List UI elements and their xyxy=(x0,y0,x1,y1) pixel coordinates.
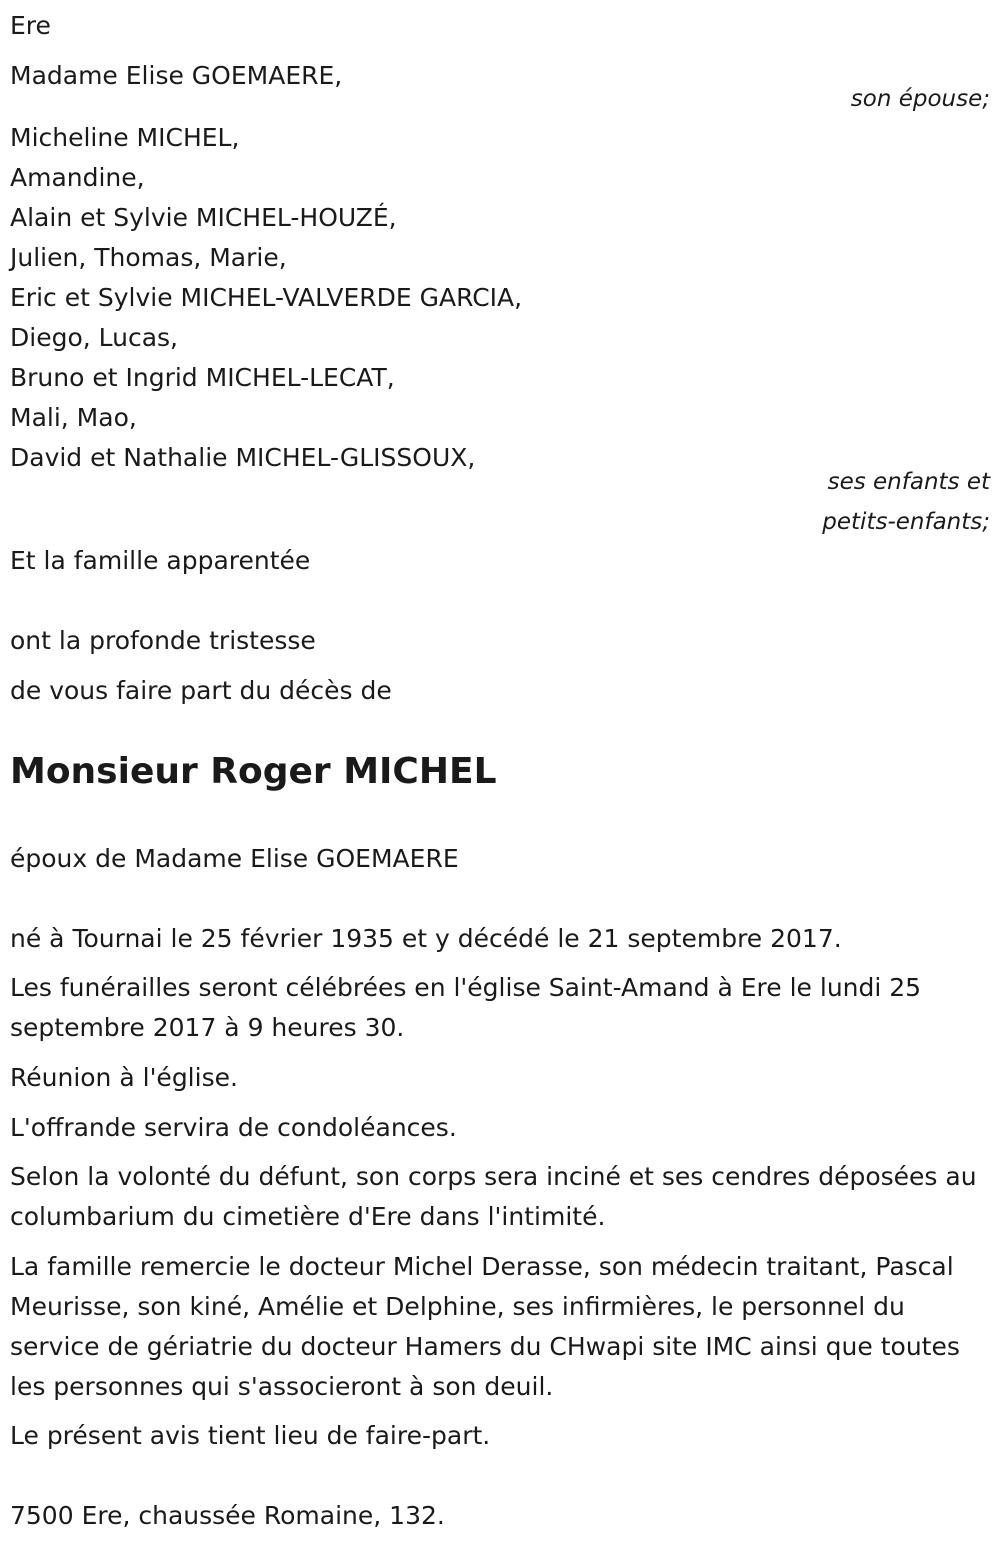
address-line: 7500 Ere, chaussée Romaine, 132. xyxy=(10,1501,445,1530)
list-item: Eric et Sylvie MICHEL-VALVERDE GARCIA, xyxy=(10,283,523,312)
list-item: Amandine, xyxy=(10,163,145,192)
funeral-paragraph: Les funérailles seront célébrées en l'église Saint-Amand à Ere le lundi 25 septembre 2017 à 9 heures 30. xyxy=(10,973,922,1042)
list-item: Alain et Sylvie MICHEL-HOUZÉ, xyxy=(10,203,397,232)
list-item: Julien, Thomas, Marie, xyxy=(10,243,287,272)
announce-line1: ont la profonde tristesse xyxy=(10,626,316,655)
spouse-name: Madame Elise GOEMAERE, xyxy=(10,61,343,90)
list-item: Diego, Lucas, xyxy=(10,323,179,352)
thanks-paragraph: La famille remercie le docteur Michel Derasse, son médecin traitant, Pascal Meurisse, son kiné, Amélie et Delphine, ses infirmières, le personnel du service de gériatrie du docteur Hamers du CHwapi site IMC ainsi que toutes les personnes qui s'associeront à son deuil. xyxy=(10,1252,960,1401)
meeting-line: Réunion à l'église. xyxy=(10,1063,238,1092)
children-role-line2: petits-enfants; xyxy=(822,509,990,535)
list-item: David et Nathalie MICHEL-GLISSOUX, xyxy=(10,443,476,472)
place-header: Ere xyxy=(10,11,51,40)
cremation-paragraph: Selon la volonté du défunt, son corps sera inciné et ses cendres déposées au columbarium du cimetière d'Ere dans l'intimité. xyxy=(10,1162,977,1231)
list-item: Mali, Mao, xyxy=(10,403,137,432)
children-list xyxy=(10,118,522,478)
deceased-name: Monsieur Roger MICHEL xyxy=(10,751,497,792)
notice-line: Le présent avis tient lieu de faire-part. xyxy=(10,1421,491,1450)
offering-line: L'offrande servira de condoléances. xyxy=(10,1113,457,1142)
children-role-line1: ses enfants et xyxy=(827,469,990,495)
spouse-role: son épouse; xyxy=(850,86,990,112)
birth-death: né à Tournai le 25 février 1935 et y décédé le 21 septembre 2017. xyxy=(10,924,842,953)
list-item: Bruno et Ingrid MICHEL-LECAT, xyxy=(10,363,395,392)
family-line: Et la famille apparentée xyxy=(10,546,311,575)
list-item: Micheline MICHEL, xyxy=(10,123,240,152)
announce-line2: de vous faire part du décès de xyxy=(10,676,392,705)
spouse-of: époux de Madame Elise GOEMAERE xyxy=(10,844,459,873)
